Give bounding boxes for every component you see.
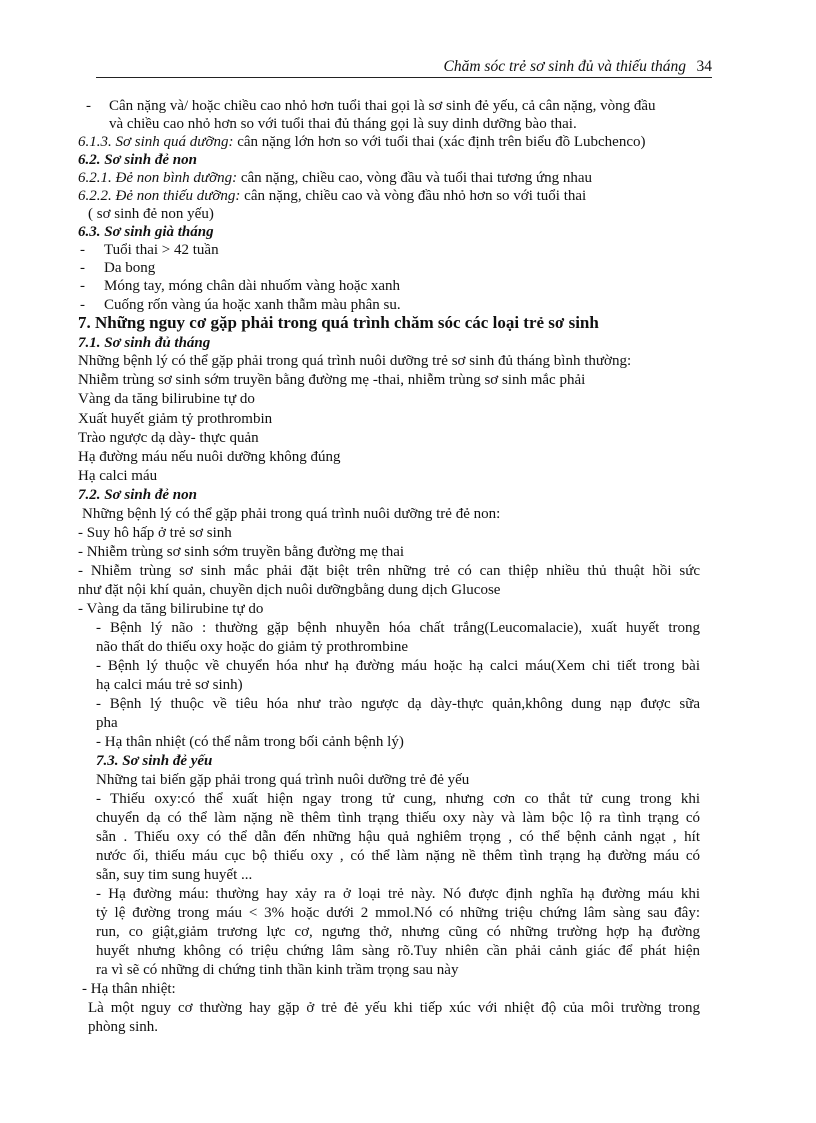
text-line: - Hạ đường máu: thường hay xảy ra ở loại trẻ này. Nó được định nghĩa hạ đường máu khi [96, 886, 700, 902]
text-line: não thất do thiếu oxy hoặc do giảm tỷ prothrombine [96, 639, 409, 655]
text-line: 6.1.3. Sơ sinh quá dưỡng: cân nặng lớn hơn so với tuổi thai (xác định trên biểu đồ Lubchenco) [78, 134, 646, 150]
text-line: sẵn, suy tim sung huyết ... [96, 867, 253, 883]
list-item: Da bong [104, 260, 156, 276]
section-heading: 7.2. Sơ sinh đẻ non [78, 487, 197, 503]
page-number: 34 [696, 58, 712, 75]
section-heading: 6.3. Sơ sinh già tháng [78, 224, 214, 240]
text-line: - Bệnh lý thuộc về chuyển hóa như hạ đường máu hoặc hạ calci máu(Xem chi tiết trong bài [96, 658, 700, 674]
text-line: - Suy hô hấp ở trẻ sơ sinh [78, 525, 232, 541]
text-line: Những bệnh lý có thể gặp phải trong quá trình nuôi dưỡng trẻ sơ sinh đủ tháng bình thường: [78, 353, 632, 369]
section-heading: 7.3. Sơ sinh đẻ yếu [96, 753, 213, 769]
section-heading: 6.2. Sơ sinh đẻ non [78, 152, 197, 168]
text-line: như đặt nội khí quản, chuyền dịch nuôi dưỡngbằng dung dịch Glucose [78, 582, 501, 598]
subsection-label: 6.2.1. Đẻ non bình dưỡng: [78, 170, 238, 186]
subsection-label: 6.1.3. Sơ sinh quá dưỡng: [78, 134, 234, 150]
text-line: run, co giật,giảm trương lực cơ, ngưng thở, nhưng cũng có những trường hợp hạ đường [96, 924, 700, 940]
list-dash: - [80, 260, 85, 276]
text-line: Nhiễm trùng sơ sinh sớm truyền bằng đường mẹ -thai, nhiễm trùng sơ sinh mắc phải [78, 372, 586, 388]
text-line: chuyển dạ có thể làm nặng nề thêm tình trạng thiếu oxy này và làm bộc lộ ra tình trạng có [96, 810, 700, 826]
text-line: ( sơ sinh đẻ non yếu) [88, 206, 214, 222]
text-line: ra vì sẽ có những di chứng tinh thần kinh trầm trọng sau này [96, 962, 459, 978]
text-line: Là một nguy cơ thường hay gặp ở trẻ đẻ yếu khi tiếp xúc với nhiệt độ của môi trường trong [88, 1000, 700, 1016]
list-item: Cuống rốn vàng úa hoặc xanh thẫm màu phân su. [104, 297, 401, 313]
list-item: Cân nặng và/ hoặc chiều cao nhỏ hơn tuổi thai gọi là sơ sinh đẻ yếu, cả cân nặng, vòng đầu [109, 98, 656, 114]
list-dash: - [86, 98, 91, 114]
text-line: huyết nhưng không có triệu chứng lâm sàng rõ.Tuy nhiên cần phải cảnh giác để phát hiện [96, 943, 700, 959]
text-line: 6.2.2. Đẻ non thiếu dưỡng: cân nặng, chiều cao và vòng đầu nhỏ hơn so với tuổi thai [78, 188, 587, 204]
list-dash: - [80, 297, 85, 313]
section-heading: 7.1. Sơ sinh đủ tháng [78, 335, 211, 351]
text-line: - Hạ thân nhiệt (có thể nằm trong bối cảnh bệnh lý) [96, 734, 404, 750]
text-line: - Nhiễm trùng sơ sinh mắc phải đặt biệt trên những trẻ có can thiệp nhiều thủ thuật hồi sức [78, 563, 700, 579]
text-line: Hạ calci máu [78, 468, 158, 484]
chapter-heading: 7. Những nguy cơ gặp phải trong quá trình chăm sóc các loại trẻ sơ sinh [78, 313, 599, 332]
text-line: Những tai biến gặp phải trong quá trình nuôi dưỡng trẻ đẻ yếu [96, 772, 470, 788]
text-line: - Bệnh lý não : thường gặp bệnh nhuyễn hóa chất trắng(Leucomalacie), xuất huyết trong [96, 620, 700, 636]
text-line: phòng sinh. [88, 1019, 159, 1035]
header-title: Chăm sóc trẻ sơ sinh đủ và thiếu tháng [443, 58, 686, 75]
text-line: - Thiếu oxy:có thể xuất hiện ngay trong tử cung, nhưng cơn co thắt tử cung trong khi [96, 791, 700, 807]
text-line: - Vàng da tăng bilirubine tự do [78, 601, 264, 617]
list-item: Tuổi thai > 42 tuần [104, 242, 219, 258]
text-line: - Bệnh lý thuộc về tiêu hóa như trào ngược dạ dày-thực quản,không dung nạp được sữa [96, 696, 700, 712]
list-dash: - [80, 242, 85, 258]
text-line: Vàng da tăng bilirubine tự do [78, 391, 255, 407]
text-line: nước ối, thiếu máu cục bộ thiếu oxy , có thể làm nặng nề thêm tình trạng hạ đường máu có [96, 848, 700, 864]
text-line: hạ calci máu trẻ sơ sinh) [96, 677, 243, 693]
text-line: - Hạ thân nhiệt: [82, 981, 176, 997]
text-line: sẵn . Thiếu oxy có thể dẫn đến những hậu quả nghiêm trọng , có thể bệnh cảnh ngạt , hít [96, 829, 700, 845]
text-line: Những bệnh lý có thể gặp phải trong quá trình nuôi dưỡng trẻ đẻ non: [82, 506, 501, 522]
text-line: và chiều cao nhỏ hơn so với tuổi thai đủ tháng gọi là suy dinh dưỡng bào thai. [109, 116, 577, 132]
list-dash: - [80, 278, 85, 294]
text-line: tỷ lệ đường trong máu < 3% hoặc dưới 2 mmol.Nó có những triệu chứng lâm sàng sau đây: [96, 905, 700, 921]
text-line: pha [96, 715, 118, 731]
text-line: Trào ngược dạ dày- thực quản [78, 430, 259, 446]
subsection-label: 6.2.2. Đẻ non thiếu dưỡng: [78, 188, 241, 204]
text-line: Hạ đường máu nếu nuôi dưỡng không đúng [78, 449, 341, 465]
text-line: 6.2.1. Đẻ non bình dưỡng: cân nặng, chiều cao, vòng đầu và tuổi thai tương ứng nhau [78, 170, 593, 186]
list-item: Móng tay, móng chân dài nhuốm vàng hoặc xanh [104, 278, 401, 294]
text-line: - Nhiễm trùng sơ sinh sớm truyền bằng đường mẹ thai [78, 544, 405, 560]
text-line: Xuất huyết giảm tỷ prothrombin [78, 411, 273, 427]
